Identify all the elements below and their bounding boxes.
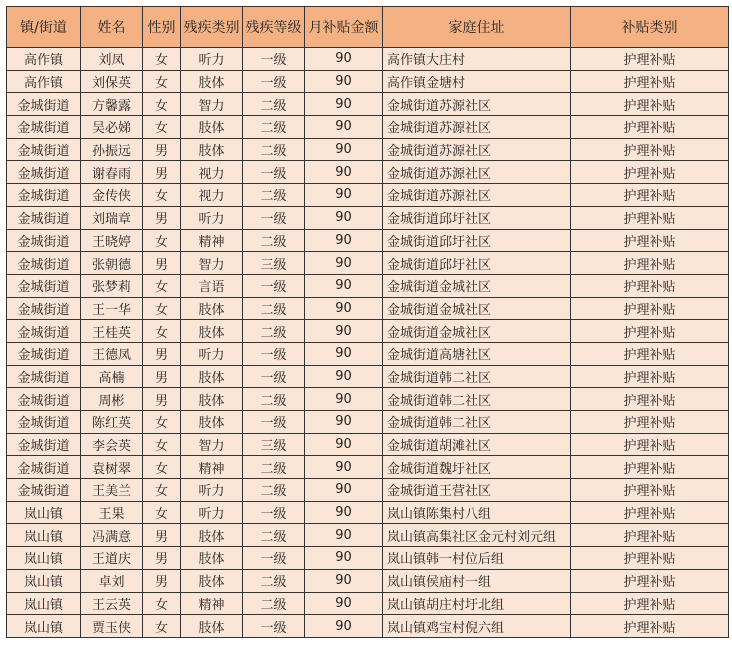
gender-cell: 女 [143,93,181,116]
subsidy-type-header: 补贴类别 [571,7,729,48]
gender-cell: 男 [143,524,181,547]
name-cell: 方馨露 [81,93,143,116]
disability-type-cell: 视力 [181,161,243,184]
disability-type-cell: 肢体 [181,138,243,161]
disability-level-cell: 二级 [243,592,305,615]
name-cell: 王美兰 [81,479,143,502]
table-row [7,161,729,184]
monthly-amount-cell: 90 [305,138,383,161]
address-cell: 金城街道邱圩社区 [383,229,571,252]
disability-type-cell: 肢体 [181,524,243,547]
monthly-amount-cell: 90 [305,70,383,93]
name-cell: 周彬 [81,388,143,411]
gender-cell: 女 [143,479,181,502]
gender-cell: 男 [143,161,181,184]
district-cell: 高作镇 [7,70,81,93]
table-row [7,388,729,411]
monthly-amount-cell: 90 [305,547,383,570]
disability-level-cell: 一级 [243,70,305,93]
address-cell: 高作镇金塘村 [383,70,571,93]
gender-cell: 男 [143,342,181,365]
name-cell: 袁树翠 [81,456,143,479]
district-cell: 金城街道 [7,206,81,229]
address-cell: 金城街道苏源社区 [383,116,571,139]
disability-level-cell: 三级 [243,433,305,456]
subsidy-type-cell: 护理补贴 [571,274,729,297]
address-cell: 高作镇大庄村 [383,48,571,71]
table-row [7,206,729,229]
monthly-amount-cell: 90 [305,456,383,479]
district-cell: 金城街道 [7,411,81,434]
subsidy-type-cell: 护理补贴 [571,184,729,207]
address-cell: 岚山镇韩一村位后组 [383,547,571,570]
subsidy-type-cell: 护理补贴 [571,433,729,456]
address-cell: 金城街道高塘社区 [383,342,571,365]
disability-level-cell: 三级 [243,252,305,275]
gender-cell: 女 [143,411,181,434]
disability-level-cell: 二级 [243,116,305,139]
gender-cell: 女 [143,615,181,638]
address-cell: 金城街道邱圩社区 [383,252,571,275]
subsidy-type-cell: 护理补贴 [571,479,729,502]
address-cell: 金城街道金城社区 [383,320,571,343]
gender-cell: 男 [143,547,181,570]
subsidy-type-cell: 护理补贴 [571,138,729,161]
name-cell: 张朝德 [81,252,143,275]
monthly-amount-cell: 90 [305,48,383,71]
disability-type-cell: 肢体 [181,615,243,638]
name-cell: 孙振远 [81,138,143,161]
subsidy-type-cell: 护理补贴 [571,252,729,275]
disability-level-cell: 二级 [243,93,305,116]
name-cell: 冯满意 [81,524,143,547]
disability-type-cell: 智力 [181,93,243,116]
name-cell: 王云英 [81,592,143,615]
monthly-amount-cell: 90 [305,297,383,320]
monthly-amount-cell: 90 [305,524,383,547]
monthly-amount-cell: 90 [305,184,383,207]
name-cell: 高楠 [81,365,143,388]
disability-type-cell: 智力 [181,433,243,456]
gender-cell: 女 [143,433,181,456]
name-cell: 王晓婷 [81,229,143,252]
disability-level-cell: 二级 [243,479,305,502]
name-cell: 王道庆 [81,547,143,570]
district-cell: 金城街道 [7,229,81,252]
table-row [7,116,729,139]
gender-cell: 男 [143,569,181,592]
address-cell: 金城街道苏源社区 [383,161,571,184]
disability-level-cell: 一级 [243,48,305,71]
disability-type-cell: 精神 [181,229,243,252]
disability-type-cell: 智力 [181,252,243,275]
monthly-amount-cell: 90 [305,93,383,116]
subsidy-type-cell: 护理补贴 [571,342,729,365]
subsidy-type-cell: 护理补贴 [571,297,729,320]
district-cell: 金城街道 [7,297,81,320]
table-row [7,411,729,434]
disability-type-cell: 肢体 [181,547,243,570]
name-header: 姓名 [81,7,143,48]
disability-level-cell: 一级 [243,365,305,388]
subsidy-type-cell: 护理补贴 [571,48,729,71]
disability-type-cell: 肢体 [181,320,243,343]
subsidy-type-cell: 护理补贴 [571,411,729,434]
disability-type-cell: 听力 [181,479,243,502]
gender-cell: 女 [143,229,181,252]
disability-level-cell: 二级 [243,297,305,320]
disability-type-cell: 肢体 [181,116,243,139]
gender-header: 性别 [143,7,181,48]
district-cell: 岚山镇 [7,615,81,638]
district-cell: 金城街道 [7,479,81,502]
address-cell: 金城街道胡滩社区 [383,433,571,456]
address-header: 家庭住址 [383,7,571,48]
address-cell: 金城街道韩二社区 [383,411,571,434]
disability-type-cell: 精神 [181,456,243,479]
district-cell: 金城街道 [7,161,81,184]
disability-level-cell: 一级 [243,547,305,570]
disability-level-header: 残疾等级 [243,7,305,48]
monthly-amount-cell: 90 [305,365,383,388]
table-body [7,48,729,638]
gender-cell: 女 [143,456,181,479]
address-cell: 金城街道韩二社区 [383,388,571,411]
subsidy-type-cell: 护理补贴 [571,615,729,638]
disability-level-cell: 一级 [243,274,305,297]
address-cell: 岚山镇高集社区金元村刘元组 [383,524,571,547]
gender-cell: 男 [143,388,181,411]
name-cell: 刘瑞章 [81,206,143,229]
gender-cell: 女 [143,184,181,207]
address-cell: 岚山镇胡庄村圩北组 [383,592,571,615]
subsidy-type-cell: 护理补贴 [571,93,729,116]
name-cell: 金传侠 [81,184,143,207]
district-cell: 金城街道 [7,116,81,139]
disability-level-cell: 二级 [243,524,305,547]
name-cell: 王果 [81,501,143,524]
table-row [7,342,729,365]
disability-type-cell: 视力 [181,184,243,207]
subsidy-type-cell: 护理补贴 [571,524,729,547]
monthly-amount-cell: 90 [305,252,383,275]
name-cell: 陈红英 [81,411,143,434]
disability-level-cell: 一级 [243,161,305,184]
table-row [7,365,729,388]
disability-level-cell: 一级 [243,206,305,229]
table-row [7,592,729,615]
monthly-amount-cell: 90 [305,592,383,615]
district-cell: 岚山镇 [7,569,81,592]
table-row [7,252,729,275]
table-row [7,93,729,116]
address-cell: 金城街道金城社区 [383,274,571,297]
disability-type-cell: 精神 [181,592,243,615]
gender-cell: 男 [143,206,181,229]
gender-cell: 男 [143,365,181,388]
district-cell: 岚山镇 [7,547,81,570]
subsidy-type-cell: 护理补贴 [571,116,729,139]
disability-type-cell: 听力 [181,501,243,524]
subsidy-type-cell: 护理补贴 [571,365,729,388]
disability-type-cell: 肢体 [181,365,243,388]
monthly-amount-cell: 90 [305,433,383,456]
address-cell: 金城街道苏源社区 [383,138,571,161]
district-cell: 金城街道 [7,252,81,275]
table-row [7,274,729,297]
subsidy-type-cell: 护理补贴 [571,320,729,343]
monthly-amount-cell: 90 [305,116,383,139]
disability-type-cell: 肢体 [181,569,243,592]
name-cell: 刘保英 [81,70,143,93]
gender-cell: 男 [143,138,181,161]
table-header-row [7,7,729,48]
district-cell: 金城街道 [7,388,81,411]
subsidy-type-cell: 护理补贴 [571,592,729,615]
subsidy-type-cell: 护理补贴 [571,206,729,229]
name-cell: 王一华 [81,297,143,320]
monthly-amount-cell: 90 [305,501,383,524]
table-row [7,184,729,207]
monthly-amount-header: 月补贴金额 [305,7,383,48]
district-header: 镇/街道 [7,7,81,48]
disability-type-cell: 听力 [181,342,243,365]
address-cell: 金城街道苏源社区 [383,184,571,207]
address-cell: 金城街道邱圩社区 [383,206,571,229]
subsidy-type-cell: 护理补贴 [571,388,729,411]
monthly-amount-cell: 90 [305,479,383,502]
subsidy-type-cell: 护理补贴 [571,456,729,479]
monthly-amount-cell: 90 [305,342,383,365]
name-cell: 王德凤 [81,342,143,365]
gender-cell: 女 [143,48,181,71]
district-cell: 金城街道 [7,433,81,456]
name-cell: 李会英 [81,433,143,456]
district-cell: 金城街道 [7,456,81,479]
disability-type-header: 残疾类别 [181,7,243,48]
subsidy-roster-sheet [6,6,728,638]
disability-level-cell: 一级 [243,615,305,638]
name-cell: 贾玉侠 [81,615,143,638]
monthly-amount-cell: 90 [305,569,383,592]
address-cell: 岚山镇侯庙村一组 [383,569,571,592]
name-cell: 卓刘 [81,569,143,592]
subsidy-type-cell: 护理补贴 [571,569,729,592]
disability-level-cell: 二级 [243,388,305,411]
address-cell: 岚山镇鸡宝村倪六组 [383,615,571,638]
disability-level-cell: 二级 [243,569,305,592]
district-cell: 金城街道 [7,365,81,388]
disability-type-cell: 肢体 [181,297,243,320]
table-row [7,569,729,592]
district-cell: 金城街道 [7,93,81,116]
subsidy-type-cell: 护理补贴 [571,501,729,524]
district-cell: 岚山镇 [7,592,81,615]
disability-level-cell: 二级 [243,138,305,161]
disability-level-cell: 一级 [243,342,305,365]
gender-cell: 男 [143,252,181,275]
gender-cell: 女 [143,116,181,139]
table-row [7,501,729,524]
district-cell: 岚山镇 [7,524,81,547]
district-cell: 金城街道 [7,184,81,207]
name-cell: 王桂英 [81,320,143,343]
monthly-amount-cell: 90 [305,206,383,229]
disability-type-cell: 听力 [181,206,243,229]
name-cell: 张梦莉 [81,274,143,297]
subsidy-type-cell: 护理补贴 [571,547,729,570]
address-cell: 金城街道王营社区 [383,479,571,502]
gender-cell: 女 [143,70,181,93]
name-cell: 谢春雨 [81,161,143,184]
gender-cell: 女 [143,501,181,524]
address-cell: 金城街道金城社区 [383,297,571,320]
address-cell: 岚山镇陈集村八组 [383,501,571,524]
monthly-amount-cell: 90 [305,320,383,343]
monthly-amount-cell: 90 [305,229,383,252]
gender-cell: 女 [143,274,181,297]
table-row [7,229,729,252]
monthly-amount-cell: 90 [305,388,383,411]
district-cell: 高作镇 [7,48,81,71]
subsidy-type-cell: 护理补贴 [571,229,729,252]
address-cell: 金城街道苏源社区 [383,93,571,116]
table-row [7,70,729,93]
table-row [7,615,729,638]
table-row [7,138,729,161]
disability-level-cell: 二级 [243,320,305,343]
name-cell: 刘凤 [81,48,143,71]
table-row [7,547,729,570]
district-cell: 金城街道 [7,342,81,365]
subsidy-type-cell: 护理补贴 [571,161,729,184]
gender-cell: 女 [143,592,181,615]
monthly-amount-cell: 90 [305,161,383,184]
disability-type-cell: 肢体 [181,411,243,434]
district-cell: 金城街道 [7,138,81,161]
table-row [7,433,729,456]
gender-cell: 女 [143,297,181,320]
disability-level-cell: 二级 [243,184,305,207]
disability-type-cell: 听力 [181,48,243,71]
address-cell: 金城街道韩二社区 [383,365,571,388]
disability-type-cell: 肢体 [181,388,243,411]
monthly-amount-cell: 90 [305,615,383,638]
disability-level-cell: 二级 [243,456,305,479]
disability-level-cell: 二级 [243,229,305,252]
table-row [7,524,729,547]
district-cell: 金城街道 [7,274,81,297]
table-row [7,456,729,479]
table-row [7,48,729,71]
table-row [7,297,729,320]
disability-type-cell: 肢体 [181,70,243,93]
monthly-amount-cell: 90 [305,274,383,297]
table-row [7,479,729,502]
address-cell: 金城街道魏圩社区 [383,456,571,479]
gender-cell: 女 [143,320,181,343]
subsidy-roster-table [6,6,729,638]
district-cell: 金城街道 [7,320,81,343]
monthly-amount-cell: 90 [305,411,383,434]
disability-level-cell: 一级 [243,501,305,524]
disability-type-cell: 言语 [181,274,243,297]
district-cell: 岚山镇 [7,501,81,524]
disability-level-cell: 一级 [243,411,305,434]
subsidy-type-cell: 护理补贴 [571,70,729,93]
table-row [7,320,729,343]
name-cell: 吴必娣 [81,116,143,139]
